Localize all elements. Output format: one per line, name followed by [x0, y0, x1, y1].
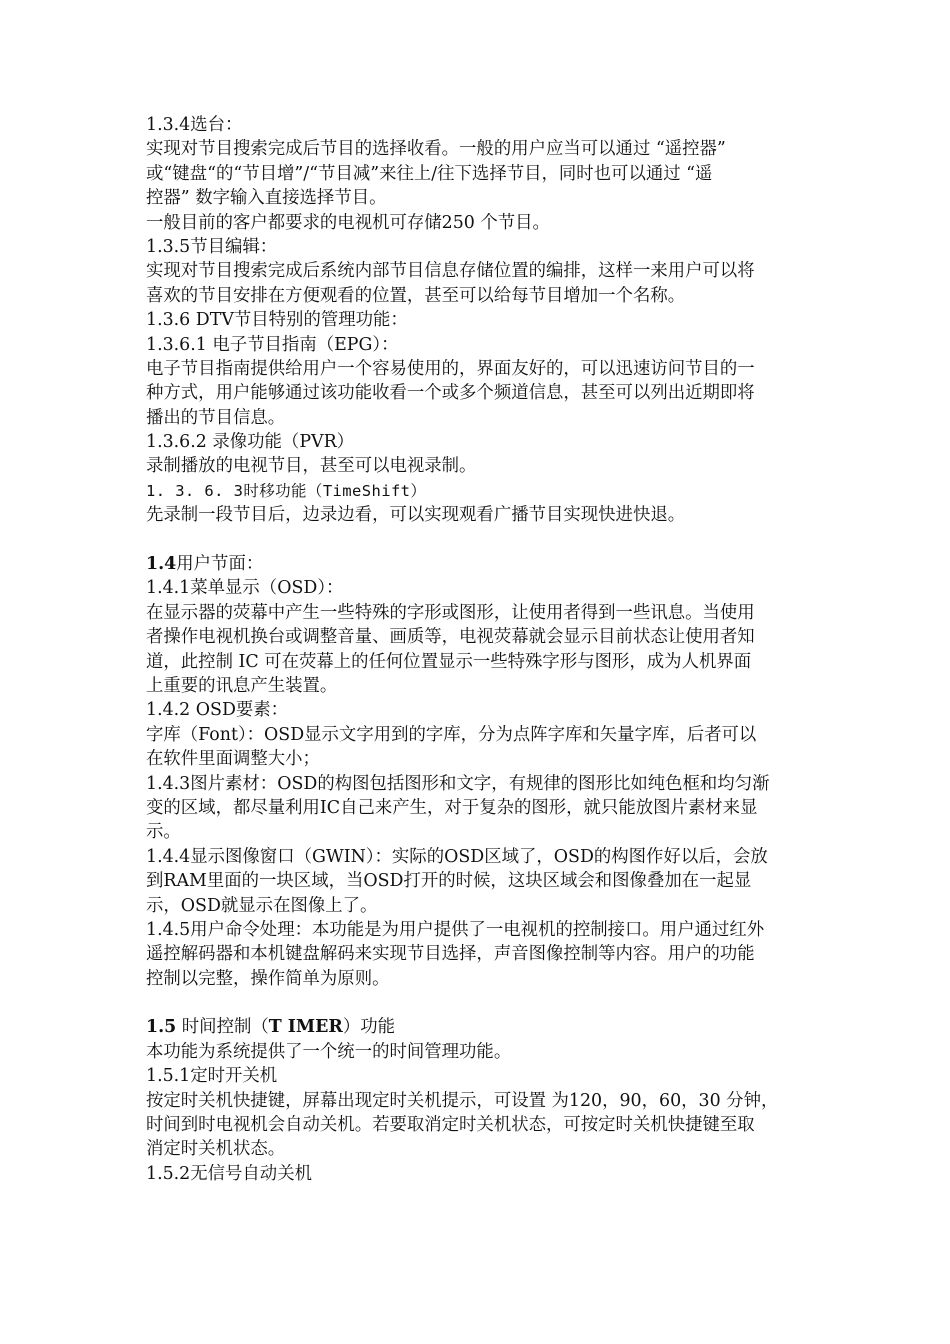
paragraph-line: 实现对节目搜索完成后系统内部节目信息存储位置的编排，这样一来用户可以将 [146, 261, 755, 282]
paragraph-line: 者操作电视机换台或调整音量、画质等，电视荧幕就会显示目前状态让使用者知 [146, 627, 755, 648]
paragraph-line: 上重要的讯息产生装置。 [146, 675, 338, 696]
paragraph-line: 道，此控制 IC 可在荧幕上的任何位置显示一些特殊字形与图形，成为人机界面 [146, 651, 752, 672]
heading-text: 用户节面： [176, 554, 264, 575]
paragraph-line: 种方式，用户能够通过该功能收看一个或多个频道信息，甚至可以列出近期即将 [146, 383, 755, 404]
blank-line [146, 528, 814, 552]
heading-1-3-6: 1.3.6 DTV节目特别的管理功能： [146, 310, 408, 331]
paragraph-line: 控器” 数字输入直接选择节目。 [146, 188, 387, 209]
paragraph-line: 1.4.3图片素材：OSD的构图包括图形和文字，有规律的图形比如纯色框和均匀渐 [146, 773, 770, 794]
paragraph-line: 控制以完整，操作简单为原则。 [146, 968, 390, 989]
paragraph-line: 字库（Font）：OSD显示文字用到的字库，分为点阵字库和矢量字库，后者可以 [146, 724, 757, 745]
blank-line [146, 991, 814, 1015]
paragraph-line: 变的区域，都尽量利用IC自己来产生，对于复杂的图形，就只能放图片素材来显 [146, 797, 758, 818]
heading-1-4-1: 1.4.1菜单显示（OSD）： [146, 578, 344, 599]
heading-1-3-4: 1.3.4选台： [146, 115, 243, 135]
heading-number: 1.5 [146, 1017, 177, 1038]
heading-1-3-6-1: 1.3.6.1 电子节目指南（EPG）： [146, 334, 399, 355]
paragraph-line: 到RAM里面的一块区域，当OSD打开的时候，这块区域会和图像叠加在一起显 [146, 871, 752, 892]
paragraph-line: 先录制一段节目后，边录边看，可以实现观看广播节目实现快进快退。 [146, 505, 686, 526]
heading-number: 1.4 [146, 554, 177, 575]
paragraph-line: 消定时关机状态。 [146, 1139, 286, 1160]
paragraph-line: 按定时关机快捷键，屏幕出现定时关机提示，可设置 为120，90，60，30 分钟， [146, 1090, 779, 1111]
paragraph-line: 录制播放的电视节目，甚至可以电视录制。 [146, 456, 477, 477]
paragraph-line: 实现对节目搜索完成后节目的选择收看。一般的用户应当可以通过 “遥控器” [146, 139, 726, 160]
paragraph-line: 在显示器的荧幕中产生一些特殊的字形或图形，让使用者得到一些讯息。当使用 [146, 602, 755, 623]
paragraph-line: 播出的节目信息。 [146, 407, 286, 428]
paragraph-line: 时间到时电视机会自动关机。若要取消定时关机状态，可按定时关机快捷键至取 [146, 1115, 755, 1136]
heading-1-4 [146, 552, 814, 576]
heading-1-5-2: 1.5.2无信号自动关机 [146, 1163, 312, 1184]
paragraph-line: 或“键盘“的“节目增”/“节目减”来往上/往下选择节目，同时也可以通过 “遥 [146, 163, 713, 184]
paragraph-line: 示，OSD就显示在图像上了。 [146, 895, 378, 916]
paragraph-line: 1.4.5用户命令处理：本功能是为用户提供了一电视机的控制接口。用户通过红外 [146, 919, 765, 940]
heading-1-3-6-3 [146, 479, 814, 503]
heading-text: 时间控制（ [176, 1017, 269, 1038]
paragraph-line: 示。 [146, 822, 181, 843]
heading-text: 时移功能（TimeShift） [243, 481, 427, 500]
heading-1-3-5: 1.3.5节目编辑： [146, 236, 278, 257]
heading-text-end: ）功能 [342, 1017, 396, 1038]
paragraph-line: 遥控解码器和本机键盘解码来实现节目选择，声音图像控制等内容。用户的功能 [146, 944, 755, 965]
heading-timer: T IMER [268, 1017, 343, 1038]
heading-1-3-6-2: 1.3.6.2 录像功能（PVR） [146, 432, 355, 453]
paragraph-line: 本功能为系统提供了一个统一的时间管理功能。 [146, 1041, 512, 1062]
paragraph-line: 1.4.4显示图像窗口（GWIN）：实际的OSD区域了，OSD的构图作好以后，会放 [146, 846, 768, 867]
paragraph-line: 喜欢的节目安排在方便观看的位置，甚至可以给每节目增加一个名称。 [146, 285, 686, 306]
paragraph-line: 在软件里面调整大小； [146, 749, 320, 770]
document-page [146, 113, 814, 1186]
heading-1-4-2: 1.4.2 OSD要素： [146, 700, 289, 721]
paragraph-line: 电子节目指南提供给用户一个容易使用的，界面友好的，可以迅速访问节目的一 [146, 358, 755, 379]
heading-1-5 [146, 1015, 814, 1039]
paragraph-line: 一般目前的客户都要求的电视机可存储250 个节目。 [146, 212, 550, 233]
heading-number: 1. 3. 6. 3 [146, 481, 244, 500]
heading-1-5-1: 1.5.1定时开关机 [146, 1066, 278, 1087]
